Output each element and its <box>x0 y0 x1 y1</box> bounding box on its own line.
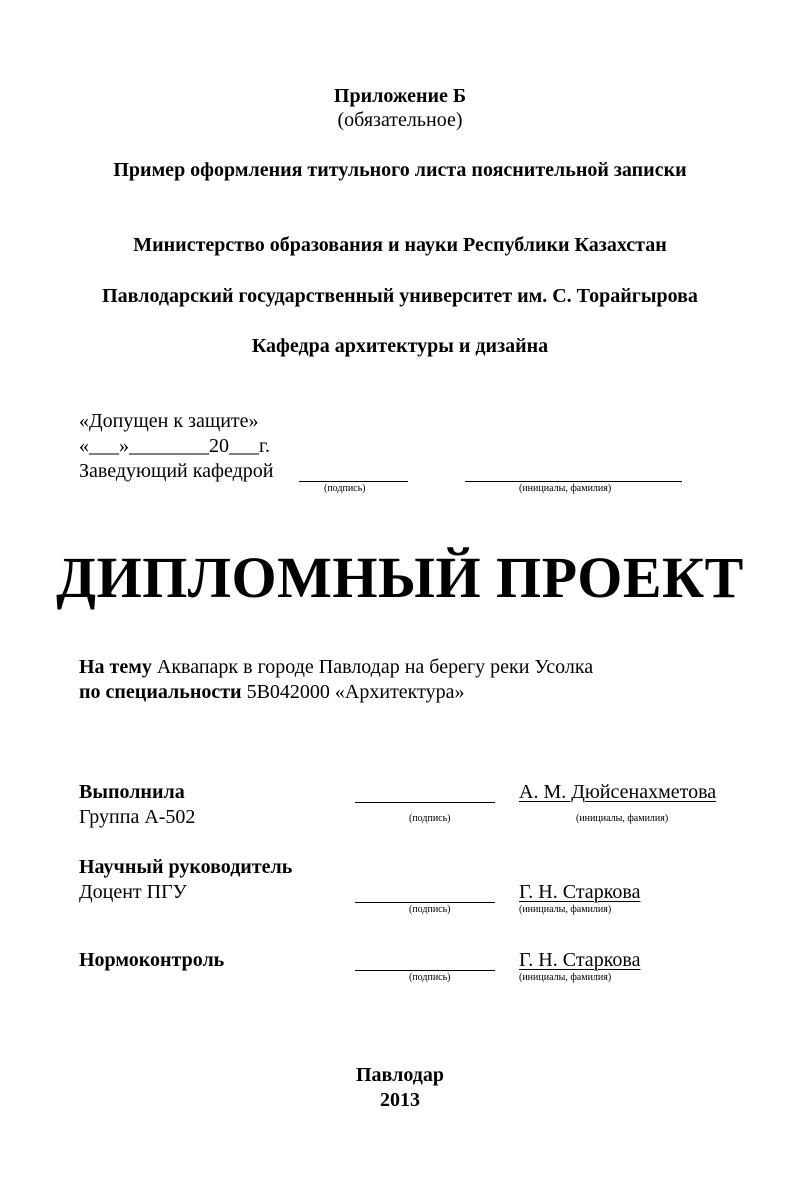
performer-signature-caption: (подпись) <box>409 813 451 824</box>
head-of-department-label: Заведующий кафедрой <box>79 460 274 482</box>
supervisor-name: Г. Н. Старкова <box>519 881 641 903</box>
topic-value: Аквапарк в городе Павлодар на берегу реки Усолка <box>156 656 594 678</box>
normcontrol-name: Г. Н. Старкова <box>519 949 641 971</box>
performer-group: Группа А-502 <box>79 806 196 828</box>
supervisor-position: Доцент ПГУ <box>79 881 187 903</box>
appendix-subtitle: (обязательное) <box>337 109 463 131</box>
performer-role: Выполнила <box>79 781 185 803</box>
project-title: ДИПЛОМНЫЙ ПРОЕКТ <box>56 545 744 610</box>
ministry-name: Министерство образования и науки Республики Казахстан <box>133 234 667 256</box>
admission-label: «Допущен к защите» <box>79 410 259 432</box>
footer-city: Павлодар <box>356 1064 444 1086</box>
performer-initials-caption: (инициалы, фамилия) <box>576 813 669 824</box>
specialty-value: 5В042000 «Архитектура» <box>246 681 465 703</box>
topic-line <box>79 655 593 679</box>
appendix-description: Пример оформления титульного листа пояснительной записки <box>113 159 687 181</box>
normcontrol-signature-caption: (подпись) <box>409 972 451 983</box>
head-signature-caption: (подпись) <box>324 483 366 494</box>
admission-date-line: «___»________20___г. <box>79 435 270 457</box>
appendix-title: Приложение Б <box>333 85 467 107</box>
normcontrol-initials-caption: (инициалы, фамилия) <box>519 972 612 983</box>
topic-label: На тему <box>79 656 152 678</box>
head-signature-line <box>299 481 408 482</box>
specialty-label: по специальности <box>79 681 242 703</box>
specialty-line <box>79 680 465 704</box>
head-initials-caption: (инициалы, фамилия) <box>519 483 612 494</box>
department-name: Кафедра архитектуры и дизайна <box>251 335 549 357</box>
head-initials-line <box>465 481 682 482</box>
footer-year: 2013 <box>380 1089 420 1111</box>
supervisor-signature-caption: (подпись) <box>409 904 451 915</box>
supervisor-role: Научный руководитель <box>79 856 293 878</box>
supervisor-initials-caption: (инициалы, фамилия) <box>519 904 612 915</box>
performer-signature-line <box>355 802 495 803</box>
normcontrol-signature-line <box>355 970 495 971</box>
normcontrol-role: Нормоконтроль <box>79 949 225 971</box>
supervisor-signature-line <box>355 902 495 903</box>
university-name: Павлодарский государственный университет им. С. Торайгырова <box>102 285 698 307</box>
performer-name: А. М. Дюйсенахметова <box>519 781 717 803</box>
